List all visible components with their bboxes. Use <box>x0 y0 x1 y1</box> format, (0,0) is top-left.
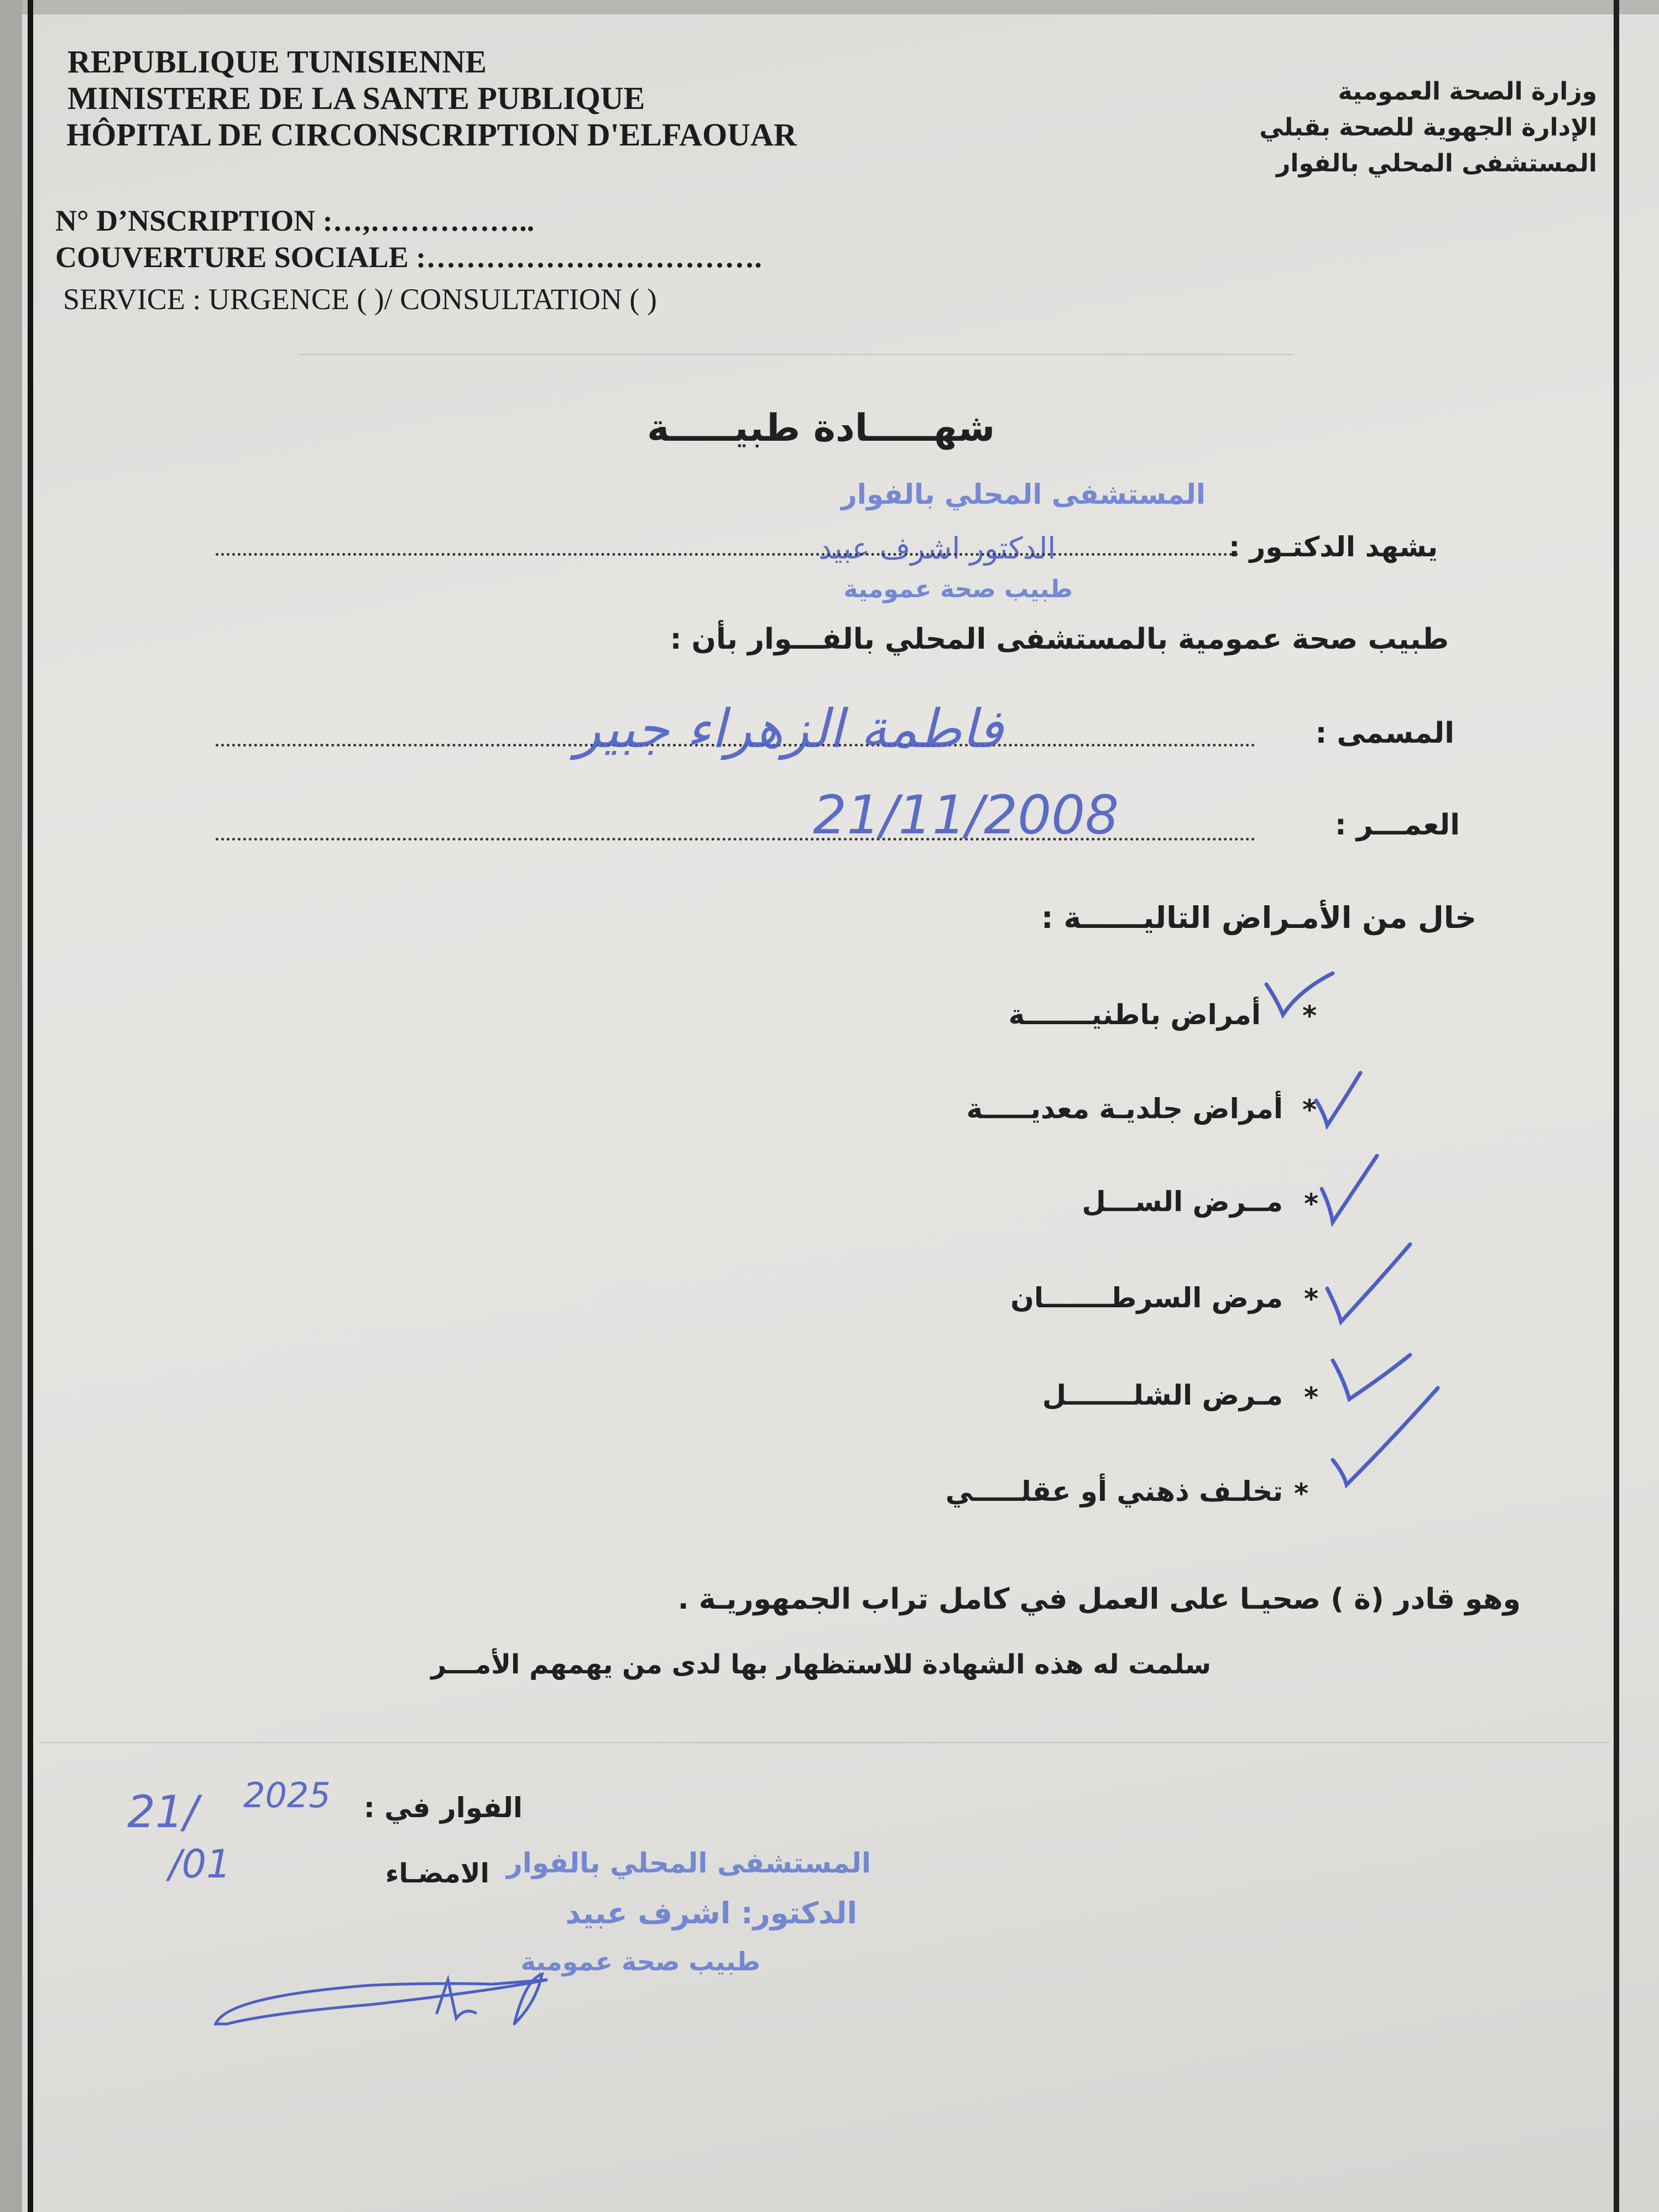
header-fr-line3: HÔPITAL DE CIRCONSCRIPTION D'ELFAOUAR <box>66 117 797 153</box>
frame-border-right <box>1614 0 1619 2212</box>
disease-item <box>885 999 1261 1037</box>
divider-line <box>299 354 1294 355</box>
bullet-star: * <box>1304 1283 1319 1315</box>
header-fr-line2: MINISTERE DE LA SANTE PUBLIQUE <box>67 80 645 116</box>
signature-scribble <box>205 1958 625 2046</box>
doctor-name-handwritten: الدكتور اشرف عبيد <box>818 531 1056 566</box>
header-fr-line1: REPUBLIQUE TUNISIENNE <box>67 44 487 80</box>
diseases-intro: خال من الأمـراض التاليــــــة : <box>1041 900 1477 935</box>
stamp-top-line1: المستشفى المحلي بالفوار <box>841 478 1206 510</box>
disease-label: مـرض الشلـــــــل <box>1042 1379 1283 1411</box>
footer-divider <box>39 1742 1609 1743</box>
date-day-handwritten: 21/ <box>127 1786 199 1838</box>
certificate-title: شهـــــادة طبيـــــة <box>647 406 995 450</box>
age-label: العمـــر : <box>1334 808 1460 842</box>
disease-item <box>896 1282 1283 1321</box>
disease-label: أمراض جلديـة معديـــــة <box>966 1093 1283 1125</box>
header-ar-line2: الإدارة الجهوية للصحة بقبلي <box>1259 113 1597 142</box>
delivery-statement: سلمت له هذه الشهادة للاستظهار بها لدى من يهمهم الأمـــر <box>431 1649 1211 1680</box>
disease-item <box>896 1379 1283 1418</box>
bullet-star: * <box>1304 1188 1319 1220</box>
signature-label: الامضـاء <box>385 1858 489 1889</box>
age-value-handwritten: 21/11/2008 <box>813 784 1119 846</box>
checkmark-icon <box>1322 1239 1421 1333</box>
header-ar-line3: المستشفى المحلي بالفوار <box>1276 149 1597 178</box>
stamp-top-line3: طبيب صحة عمومية <box>843 575 1073 603</box>
date-year-handwritten: 2025 <box>243 1775 331 1815</box>
disease-label: أمراض باطنيـــــــة <box>1008 999 1261 1031</box>
stamp-line1: المستشفى المحلي بالفوار <box>506 1847 871 1879</box>
disease-label: تخلـف ذهني أو عقلـــــي <box>945 1475 1283 1507</box>
date-month-handwritten: /01 <box>169 1841 231 1887</box>
page-top-edge <box>22 0 1659 14</box>
disease-label: مرض السرطـــــــان <box>1010 1282 1283 1314</box>
patient-name-label: المسمى : <box>1315 717 1454 750</box>
bullet-star: * <box>1302 1094 1317 1126</box>
couverture-sociale-field: COUVERTURE SOCIALE :……………………………. <box>55 241 762 274</box>
disease-item <box>896 1186 1283 1224</box>
doctor-dotted-line <box>216 553 1239 556</box>
doctor-label: يشهد الدكتـور : <box>1229 531 1438 563</box>
stamp-line3: طبيب صحة عمومية <box>520 1947 760 1976</box>
doctor-specialty-line: طبيب صحة عمومية بالمستشفى المحلي بالفـــوار بأن : <box>670 623 1449 656</box>
checkmark-icon <box>1261 962 1338 1029</box>
fitness-statement: وهو قادر (ة ) صحيـا على العمل في كامل تراب الجمهوريـة . <box>677 1583 1521 1616</box>
certificate-page <box>22 0 1659 2212</box>
checkmark-icon <box>1311 1067 1371 1134</box>
frame-border-left <box>28 0 33 2212</box>
inscription-field: N° D’NSCRIPTION :…,…………….. <box>55 204 535 237</box>
place-date-label: الفوار في : <box>363 1792 523 1824</box>
checkmark-icon <box>1316 1150 1388 1233</box>
bullet-star: * <box>1294 1478 1309 1510</box>
header-ar-line1: وزارة الصحة العمومية <box>1338 77 1597 106</box>
checkmark-icon <box>1327 1383 1449 1493</box>
service-field: SERVICE : URGENCE ( )/ CONSULTATION ( ) <box>63 283 657 316</box>
bullet-star: * <box>1304 1381 1319 1413</box>
patient-name-handwritten: فاطمة الزهراء جبير <box>575 698 1004 760</box>
bullet-star: * <box>1302 1000 1317 1032</box>
disease-item <box>885 1475 1283 1514</box>
disease-label: مــرض الســـل <box>1082 1186 1283 1218</box>
disease-item <box>885 1093 1283 1131</box>
stamp-line2: الدكتور: اشرف عبيد <box>565 1896 857 1931</box>
